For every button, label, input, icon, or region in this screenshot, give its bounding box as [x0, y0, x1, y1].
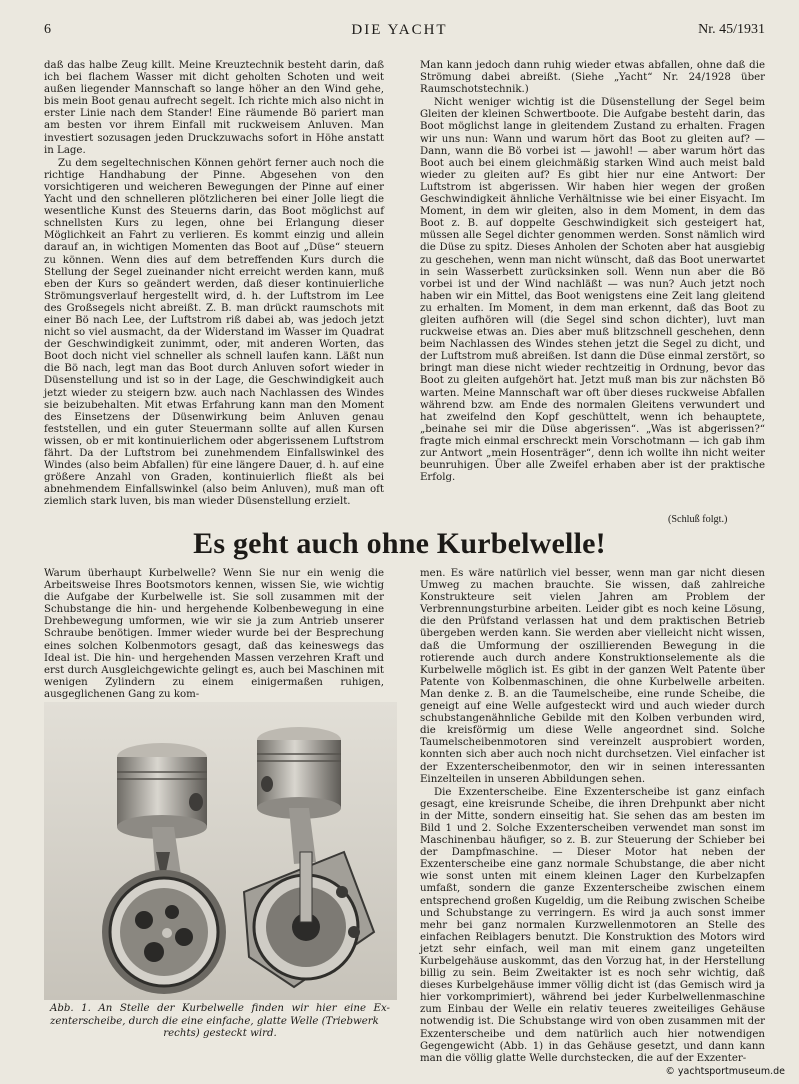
- pistons-eccentric-disc-illustration: [44, 702, 397, 1000]
- paragraph: daß das halbe Zeug killt. Meine Kreuztechnik besteht darin, daß ich bei flachem Wasser mit dicht geholten Schoten und weit außen liegender Mannschaft so lange höher an den Wind gehe, bis mein Boot genau aufrecht segelt. Ich richte mich also nicht in erster Linie nach dem Stander! Eine räumende Bö pariert man am besten vor ihrem Einfall mit ruckweisem Anluven. Man investiert sozusagen jeden Druckzuwachs sofort in Höhe anstatt in Lage.: [44, 60, 384, 156]
- magazine-title: DIE YACHT: [351, 22, 448, 38]
- top-right-column: [420, 60, 765, 530]
- top-left-column: [44, 60, 384, 508]
- paragraph: Man kann jedoch dann ruhig wieder etwas abfallen, ohne daß die Strömung dabei abreißt. (Siehe „Yacht“ Nr. 24/1928 über Raumschotstechnik.): [420, 60, 765, 96]
- caption-line: rechts) gesteckt wird.: [163, 1028, 277, 1039]
- caption-line: Abb. 1. An Stelle der Kurbelwelle finden wir hier eine Ex-: [50, 1003, 390, 1014]
- engine-parts-photo: [44, 702, 397, 1000]
- bottom-left-column: [44, 568, 384, 700]
- page-number: 6: [44, 22, 51, 37]
- bottom-right-column: [420, 568, 765, 1068]
- caption-line: zenterscheibe, durch die eine einfache, glatte Welle (Triebwerk: [50, 1015, 379, 1027]
- paragraph: Zu dem segeltechnischen Können gehört ferner auch noch die richtige Handhabung der Pinne. Abgesehen von den vorsichtigeren und weicheren Bewegungen der Pinne auf einer Yacht und den schnelleren plötzlicheren bei einer Jolle liegt die wesentliche Kunst des Steuerns darin, das Boot möglichst auf schnellsten Kurs zu legen, ohne bei Erlangung dieser Möglichkeit an Fahrt zu verlieren. Es kommt einzig und allein darauf an, in wichtigen Momenten das Boot auf „Düse“ steuern zu können. Wenn dies auf dem betreffenden Kurs durch die Stellung der Segel zueinander nicht erreicht werden kann, muß eben der Kurs so geändert werden, daß dieser kontinuierliche Strömungsverlauf hergestellt wird, d. h. der Luftstrom im Lee des Großsegels nicht abreißt. Z. B. man drückt raumschots mit einer Bö nach Lee, der Luftstrom riß dabei ab, was jedoch jetzt nicht so viel ausmacht, da der Widerstand im Wasser im Quadrat der Geschwindigkeit zunimmt, oder, mit anderen Worten, das Boot doch nicht viel schneller als schnell laufen kann. Läßt nun die Bö nach, legt man das Boot durch Anluven sofort wieder in Düsenstellung und ist so in der Lage, die Geschwindigkeit auch jetzt wieder zu steigern bzw. auch nach Nachlassen des Windes sie beizubehalten. Mit etwas Erfahrung kann man den Moment des Einsetzens der Düsenwirkung beim Anluven genau feststellen, und ein guter Steuermann sollte auf allen Kursen wissen, ob er mit kontinuierlichem oder abgerissenem Luftstrom fährt. Da der Luftstrom bei zunehmendem Einfallswinkel des Windes (also beim Abfallen) für eine längere Dauer, d. h. auf eine größere Anzahl von Graden, kontinuierlich fließt als bei abnehmendem Einfallswinkel (also beim Anluven), muß man oft ziemlich stark luven, bis man wieder Düsenstellung erzielt.: [44, 157, 384, 508]
- to-be-continued-note: (Schluß folgt.): [668, 514, 728, 525]
- paragraph: Warum überhaupt Kurbelwelle? Wenn Sie nur ein wenig die Arbeitsweise Ihres Bootsmotors kennen, wissen Sie, wie wichtig die Aufgabe der Kurbelwelle ist. Sie soll zusammen mit der Schubstange die hin- und hergehende Kolbenbewegung in eine Drehbewegung umformen, wie wir sie ja zum Antrieb unserer Schraube benötigen. Immer wieder wurde bei der Besprechung eines solchen Kolbenmotors gesagt, daß das keineswegs das Ideal ist. Die hin- und hergehenden Massen verzehren Kraft und erst durch Ausgleichgewichte gelingt es, auch bei Maschinen mit wenigen Zylindern zu einem einigermaßen ruhigen, ausgeglichenen Gang zu kom-: [44, 568, 384, 700]
- paragraph: men. Es wäre natürlich viel besser, wenn man gar nicht diesen Umweg zu machen brauchte. Sie wissen, daß zahlreiche Konstrukteure seit vielen Jahren am Problem der Verbrennungsturbine arbeiten. Leider gibt es noch keine Lösung, die den Prüfstand verlassen hat und dem praktischen Betrieb übergeben werden kann. Sie werden aber vielleicht nicht wissen, daß die Umformung der oszillierenden Bewegung in die rotierende auch durch andere Konstruktionselemente als die Kurbelwelle möglich ist. Es gibt in der ganzen Welt Patente über Patente von Kolbenmaschinen, die ohne Kurbelwelle arbeiten. Man denke z. B. an die Taumelscheibe, eine runde Scheibe, die geneigt auf eine Welle aufgesteckt wird und auch wieder durch schubstangenähnliche Gebilde mit den Kolben verbunden wird, die kreisförmig um diese Welle angeordnet sind. Solche Taumelscheibenmotoren sind vereinzelt ausprobiert worden, konnten sich aber auch noch nicht durchsetzen. Viel einfacher ist der Exzenterscheibenmotor, den wir in seinen interessanten Einzelteilen in unseren Abbildungen sehen.: [420, 568, 765, 785]
- paragraph: Die Exzenterscheibe. Eine Exzenterscheibe ist ganz einfach gesagt, eine kreisrunde Scheibe, die ihren Drehpunkt aber nicht in der Mitte, sondern einseitig hat. Sie sehen das am besten im Bild 1 und 2. Solche Exzenterscheiben verwendet man sonst im Maschinenbau häufiger, so z. B. zur Steuerung der Schieber bei der Dampfmaschine. — Dieser Motor hat neben der Exzenterscheibe eine ganz normale Schubstange, die aber nicht wie sonst unten mit einem kleinen Lager den Kurbelzapfen umfaßt, sondern die ganze Exzenterscheibe zwischen einem entsprechend großen Kugeldig, um die Reibung zwischen Scheibe und Schubstange zu verringern. Es wird ja auch sonst immer mehr bei ganz normalen Kurzwellenmotoren an Stelle des einfachen Reiblagers benutzt. Die Konstruktion des Motors wird jetzt sehr einfach, weil man mit einem ganz ungeteilten Kurbelgehäuse auskommt, das den Vorzug hat, in der Herstellung billig zu sein. Beim Zweitakter ist es noch sehr wichtig, daß dieses Kurbelgehäuse immer völlig dicht ist (das Gemisch wird ja hier vorkomprimiert), während bei jeder Kurbelwellenmaschine zum Einbau der Welle ein relativ teueres zweiteiliges Gehäuse notwendig ist. Die Schubstange wird von oben zusammen mit der Exzenterscheibe und dem natürlich auch hier notwendigen Gegengewicht (Abb. 1) in das Gehäuse gesetzt, und dann kann man die völlig glatte Welle durchstecken, die auf der Exzenter-: [420, 786, 765, 1064]
- watermark: © yachtsportmuseum.de: [665, 1066, 785, 1077]
- paragraph: Nicht weniger wichtig ist die Düsenstellung der Segel beim Gleiten der kleinen Schwertboote. Die Aufgabe besteht darin, das Boot möglichst lange in gleitendem Zustand zu erhalten. Fragen wir uns nun: Wann und warum hört das Boot zu gleiten auf? — Dann, wann die Bö vorbei ist — jawohl! — aber warum hört das Boot auch bei einem gleichmäßig starken Wind auch meist bald wieder zu gleiten auf? Es gibt hier nur eine Antwort: Der Luftstrom ist abgerissen. Wir haben hier wegen der großen Geschwindigkeit ähnliche Verhältnisse wie bei einer Eisyacht. Im Moment, in dem wir gleiten, also in dem Moment, in dem das Boot z. B. auf doppelte Geschwindigkeit sich gesteigert hat, müssen alle Segel dichter genommen werden. Sonst nämlich wird die Düse zu spitz. Dieses Anholen der Schoten aber hat ausgiebig zu geschehen, wenn man nicht wünscht, daß das Boot unerwartet in sein Wasserbett zurücksinken soll. Wenn nun aber die Bö vorbei ist und der Wind nachläßt — was nun? Auch jetzt noch haben wir ein Mittel, das Boot wenigstens eine Zeit lang gleitend zu erhalten. Im Moment, in dem man erkennt, daß das Boot zu gleiten aufhören will (die Segel sind schon dichter), luvt man ruckweise etwas an. Dies aber muß blitzschnell geschehen, denn beim Nachlassen des Windes stehen jetzt die Segel zu dicht, und der Luftstrom muß abreißen. Ist dann die Düse einmal zerstört, so bringt man diese nicht wieder rechtzeitig in Ordnung, bevor das Boot zu gleiten aufgehört hat. Jetzt muß man bis zur nächsten Bö warten. Meine Mannschaft war oft über dieses ruckweise Abfallen während bzw. am Ende des normalen Gleitens verwundert und hat zweifelnd den Kopf geschüttelt, wenn ich behauptete, „beinahe sei mir die Düse abgerissen“. „Was ist abgerissen?“ fragte mich einmal erschreckt mein Vorschotmann — ich gab ihm zur Antwort „mein Hosenträger“, denn ich wollte ihn nicht weiter beunruhigen. Über alle Zweifel erhaben aber ist der praktische Erfolg.: [420, 97, 765, 484]
- figure-caption: [50, 1003, 390, 1041]
- right-piston: [257, 727, 341, 819]
- article-headline: Es geht auch ohne Kurbelwelle!: [193, 527, 606, 560]
- left-piston: [117, 743, 207, 839]
- issue-number: Nr. 45/1931: [698, 22, 765, 37]
- left-eccentric-disc: [102, 870, 226, 994]
